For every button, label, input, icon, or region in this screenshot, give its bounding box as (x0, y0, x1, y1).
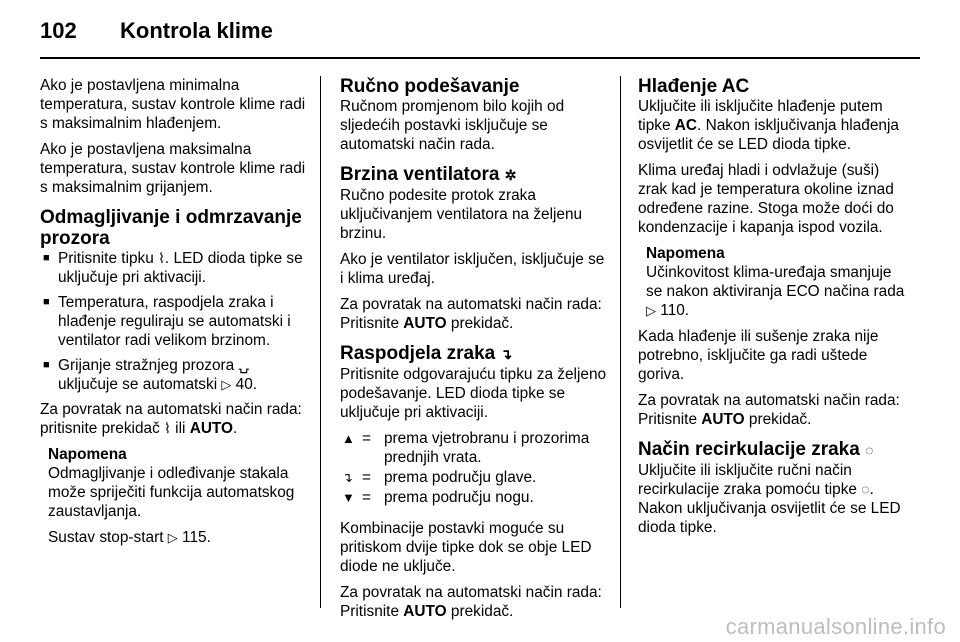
paragraph-distribution: Pritisnite odgovarajuću tipku za željeno podešavanje. LED dioda tipke se uključuje pri aktivaciji. (340, 366, 607, 421)
column-1 (40, 76, 308, 554)
note-title: Napomena (48, 446, 127, 463)
paragraph-manual: Ručnom promjenom bilo kojih od sljedećih postavki isključuje se automatski način rada. (340, 98, 565, 153)
bullet-icon: ■ (43, 252, 50, 264)
paragraph-min-temp: Ako je postavljena minimalna temperatura, sustav kontrole klime radi s maksimalnim hlađenjem. (40, 77, 306, 132)
defrost-icon: ⌇ (158, 250, 165, 266)
page-reference-icon: ▷ (221, 377, 232, 392)
list-item: ↴ = prema području glave. (342, 469, 537, 486)
footwell-arrow-icon: ▼ (342, 490, 355, 505)
paragraph-ac-return: Za povratak na automatski način rada: Pritisnite AUTO prekidač. (638, 392, 900, 428)
list-item: ■ Grijanje stražnjeg prozora ⍽ uključuje se automatski ▷ 40. (43, 357, 258, 393)
stop-start-reference: Sustav stop-start ▷ 115. (48, 529, 211, 546)
recirculation-icon: ◌ (861, 481, 870, 497)
defrost-icon: ⌇ (164, 420, 171, 436)
list-item: ▲ = prema vjetrobranu i prozorima prednjih vrata. (342, 430, 590, 466)
page-reference-icon: ▷ (167, 530, 178, 545)
column-3 (638, 76, 910, 544)
page-header (40, 18, 920, 52)
list-item: ■ Temperatura, raspodjela zraka i hlađenje reguliraju se automatski i ventilator radi velikom brzinom. (43, 294, 291, 349)
heading-ac-cooling: Hlađenje AC (638, 76, 750, 97)
head-area-icon: ↴ (342, 470, 353, 485)
note-box (638, 244, 910, 320)
paragraph-ac-2: Klima uređaj hladi i odvlažuje (suši) zrak kad je temperatura okoline iznad određene razine. Stoga može doći do kondenzacije i kapanja ispod vozila. (638, 162, 894, 236)
column-divider-1 (320, 76, 321, 608)
note-title: Napomena (646, 245, 725, 262)
header-divider (40, 57, 920, 59)
note-box (40, 445, 308, 547)
watermark: carmanualsonline.info (725, 614, 946, 639)
page-reference-icon: ▷ (646, 303, 656, 318)
list-item: ▼ = prema području nogu. (342, 489, 534, 506)
bullet-icon: ■ (43, 359, 50, 371)
column-2 (340, 76, 608, 628)
recirculation-icon: ◌ (865, 442, 874, 458)
bullet-icon: ■ (43, 296, 50, 308)
paragraph-distribution-return: Za povratak na automatski način rada: Pritisnite AUTO prekidač. (340, 584, 602, 620)
heading-manual: Ručno podešavanje (340, 76, 520, 97)
note-text: Odmagljivanje i odleđivanje stakala može spriječiti funkcija automatskog zaustavljanja. (48, 465, 295, 520)
windscreen-arrow-icon: ▲ (342, 431, 355, 446)
distribution-list (340, 429, 608, 507)
chapter-title: Kontrola klime (120, 18, 273, 43)
page-number: 102 (40, 18, 77, 43)
list-item: ■ Pritisnite tipku ⌇. LED dioda tipke se uključuje pri aktivaciji. (43, 250, 303, 286)
paragraph-max-temp: Ako je postavljena maksimalna temperatura, sustav kontrole klime radi s maksimalnim grijanjem. (40, 141, 306, 196)
paragraph-ac-3: Kada hlađenje ili sušenje zraka nije potrebno, isključite ga radi uštede goriva. (638, 328, 879, 383)
paragraph-ac-1: Uključite ili isključite hlađenje putem tipke AC. Nakon isključivanja hlađenja osvijetlit će se LED dioda tipke. (638, 98, 899, 153)
air-distribution-icon: ↴ (500, 346, 513, 362)
paragraph-recirculation: Uključite ili isključite ručni način recirkulacije zraka pomoću tipke ◌. Nakon uključivanja osvijetlit će se LED dioda tipke. (638, 462, 901, 536)
heading-air-distribution: Raspodjela zraka ↴ (340, 343, 513, 364)
note-text: Učinkovitost klima-uređaja smanjuje se nakon aktiviranja ECO načina rada ▷ 110. (646, 264, 905, 319)
heading-recirculation: Način recirkulacije zraka ◌ (638, 439, 874, 460)
paragraph-return-auto: Za povratak na automatski način rada: pritisnite prekidač ⌇ ili AUTO. (40, 401, 302, 437)
fan-icon: ✲ (504, 167, 517, 183)
heading-fan-speed: Brzina ventilatora ✲ (340, 164, 517, 185)
paragraph-fan-return: Za povratak na automatski način rada: Pritisnite AUTO prekidač. (340, 296, 602, 332)
heading-defrost: Odmagljivanje i odmrzavanje prozora (40, 207, 302, 249)
paragraph-fan-2: Ako je ventilator isključen, isključuje se i klima uređaj. (340, 251, 605, 287)
column-divider-2 (620, 76, 621, 608)
defrost-list (40, 249, 308, 394)
paragraph-combinations: Kombinacije postavki moguće su pritiskom dvije tipke dok se obje LED diode ne uključe. (340, 520, 592, 575)
paragraph-fan-1: Ručno podesite protok zraka uključivanjem ventilatora na željenu brzinu. (340, 187, 583, 242)
rear-window-heating-icon: ⍽ (238, 357, 250, 373)
